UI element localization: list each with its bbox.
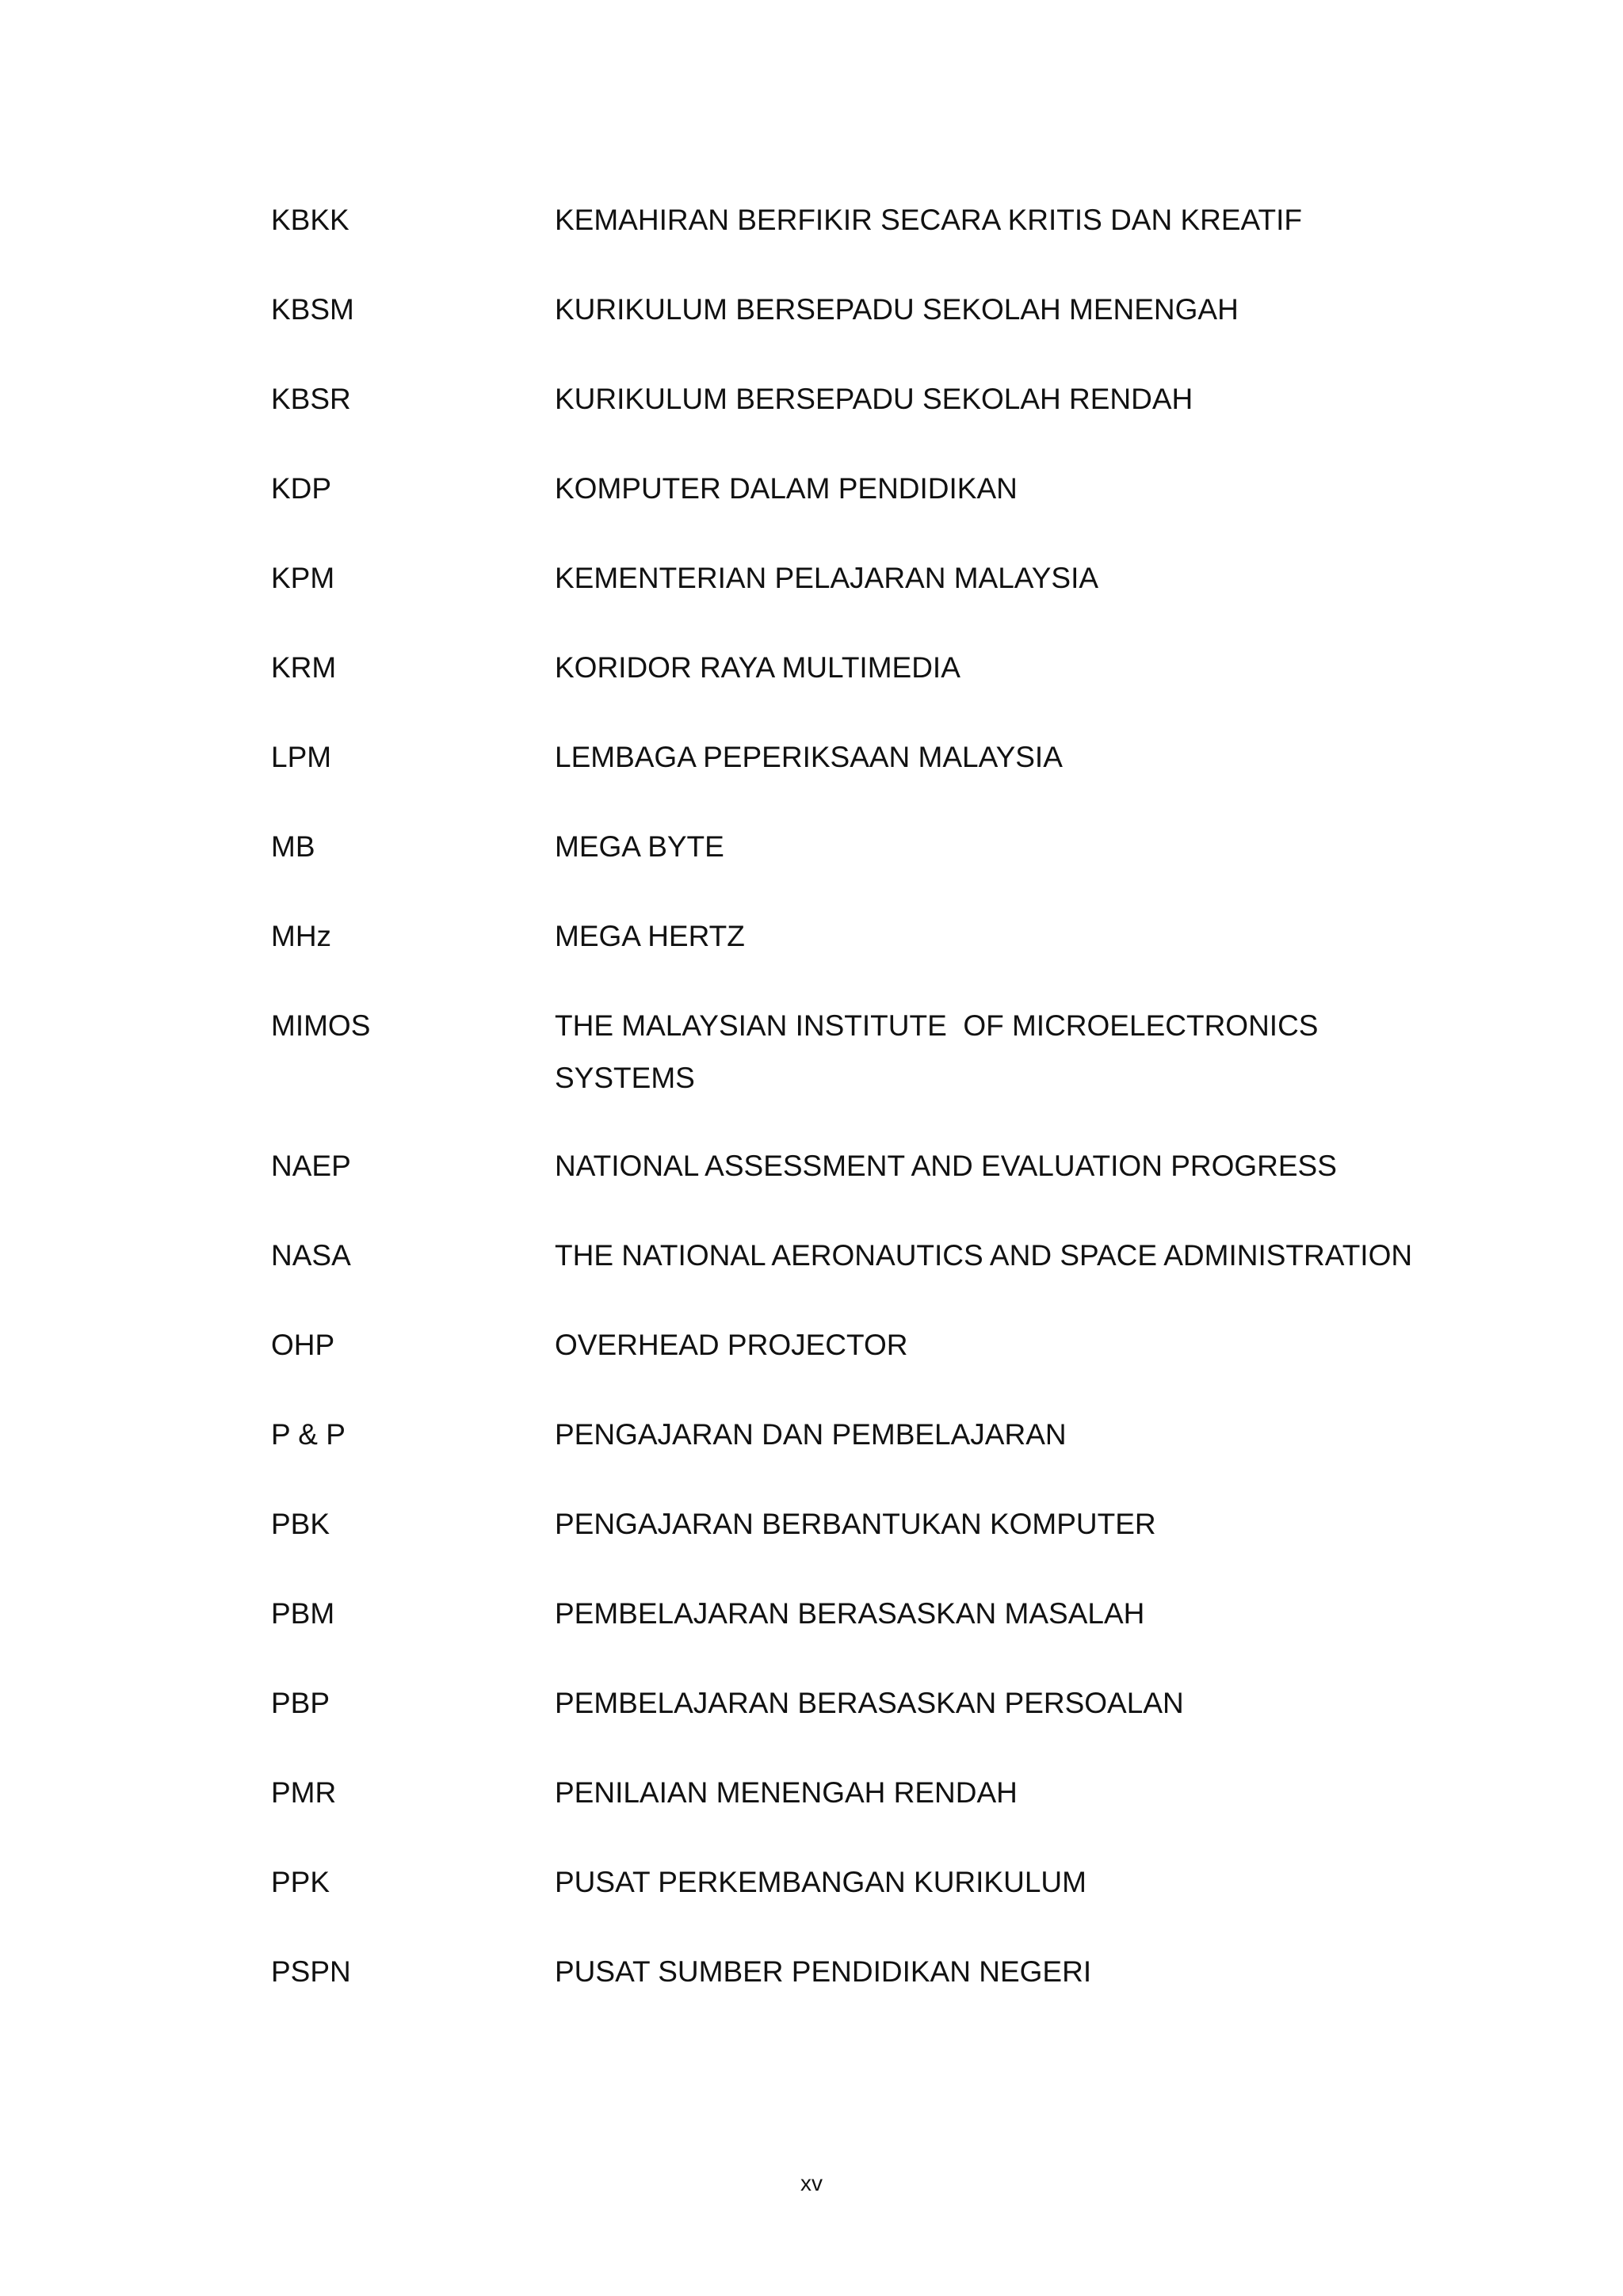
abbreviation-term: MB [271,830,315,863]
abbreviation-meaning: KEMENTERIAN PELAJARAN MALAYSIA [555,562,1099,594]
abbreviation-term: MIMOS [271,1009,371,1042]
abbreviation-meaning: NATIONAL ASSESSMENT AND EVALUATION PROGRESS [555,1150,1337,1182]
abbreviation-meaning: THE MALAYSIAN INSTITUTE OF MICROELECTRONICS SYSTEMS [555,1009,1319,1094]
abbreviation-term: PPK [271,1866,330,1898]
abbreviation-entry [271,1508,1507,1539]
abbreviation-meaning: THE NATIONAL AERONAUTICS AND SPACE ADMINISTRATION [555,1239,1413,1272]
abbreviation-entry [271,742,1507,772]
abbreviation-meaning: MEGA BYTE [555,830,724,863]
abbreviation-term: PSPN [271,1955,351,1988]
abbreviation-entry [271,294,1507,325]
abbreviation-entry [271,1777,1507,1808]
abbreviation-meaning: MEGA HERTZ [555,920,745,952]
abbreviation-term: KPM [271,562,335,594]
abbreviation-entry [271,1867,1507,1897]
abbreviation-list [271,204,1507,2046]
abbreviation-entry [271,652,1507,683]
abbreviation-entry [271,204,1507,235]
abbreviation-meaning: PENGAJARAN DAN PEMBELAJARAN [555,1418,1067,1451]
abbreviation-meaning: OVERHEAD PROJECTOR [555,1329,908,1361]
abbreviation-term: PBM [271,1597,335,1630]
abbreviation-term: KBSM [271,293,354,326]
abbreviation-meaning: KOMPUTER DALAM PENDIDIKAN [555,472,1018,505]
abbreviation-entry [271,473,1507,504]
page-number: xv [800,2171,823,2195]
abbreviation-entry [271,1956,1507,1987]
abbreviation-meaning: KURIKULUM BERSEPADU SEKOLAH MENENGAH [555,293,1239,326]
abbreviation-entry [271,1240,1507,1271]
abbreviation-term: PBK [271,1508,330,1540]
abbreviation-term: KRM [271,651,337,684]
abbreviation-term: KBSR [271,383,351,415]
abbreviation-entry [271,1150,1507,1181]
abbreviation-meaning: PUSAT SUMBER PENDIDIKAN NEGERI [555,1955,1092,1988]
abbreviation-term: NAEP [271,1150,351,1182]
abbreviation-term: NASA [271,1239,351,1272]
abbreviation-term: KDP [271,472,332,505]
abbreviation-entry [271,383,1507,414]
abbreviation-term: PBP [271,1687,330,1719]
abbreviation-entry [271,1598,1507,1629]
abbreviation-meaning: PUSAT PERKEMBANGAN KURIKULUM [555,1866,1086,1898]
abbreviation-meaning: PEMBELAJARAN BERASASKAN MASALAH [555,1597,1145,1630]
abbreviation-meaning: PENGAJARAN BERBANTUKAN KOMPUTER [555,1508,1156,1540]
abbreviation-entry [271,831,1507,862]
abbreviation-entry [271,1329,1507,1360]
abbreviation-term: LPM [271,741,332,773]
abbreviation-meaning: KEMAHIRAN BERFIKIR SECARA KRITIS DAN KREATIF [555,204,1302,236]
abbreviation-term: KBKK [271,204,349,236]
abbreviation-term: OHP [271,1329,335,1361]
abbreviation-term: PMR [271,1776,337,1809]
abbreviation-entry [271,1010,1507,1104]
abbreviation-entry [271,921,1507,952]
abbreviation-meaning: LEMBAGA PEPERIKSAAN MALAYSIA [555,741,1063,773]
abbreviation-meaning: PENILAIAN MENENGAH RENDAH [555,1776,1018,1809]
abbreviation-meaning: KURIKULUM BERSEPADU SEKOLAH RENDAH [555,383,1193,415]
abbreviation-term: P & P [271,1418,346,1451]
abbreviation-entry [271,1688,1507,1718]
abbreviation-term: MHz [271,920,332,952]
abbreviation-meaning: KORIDOR RAYA MULTIMEDIA [555,651,960,684]
abbreviation-entry [271,563,1507,593]
abbreviation-meaning: PEMBELAJARAN BERASASKAN PERSOALAN [555,1687,1184,1719]
abbreviation-entry [271,1419,1507,1450]
